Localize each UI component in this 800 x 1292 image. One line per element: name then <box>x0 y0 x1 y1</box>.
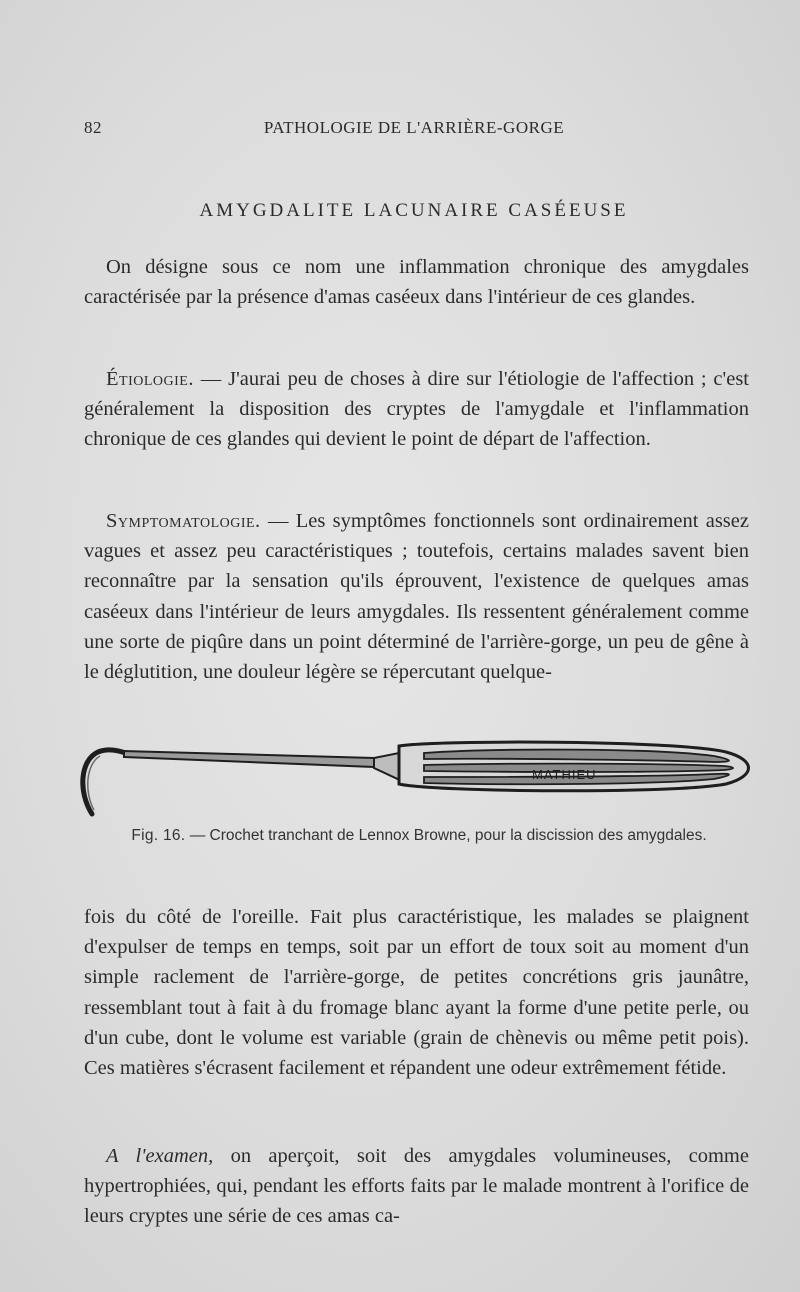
hook-blade <box>83 750 128 814</box>
examen-heading: A l'examen, <box>106 1145 214 1167</box>
curette-illustration <box>74 734 764 824</box>
paragraph-symptomatologie <box>84 506 749 687</box>
section-title: AMYGDALITE LACUNAIRE CASÉEUSE <box>199 200 629 221</box>
paragraph-etiologie <box>84 364 749 455</box>
figure-instrument <box>74 734 764 824</box>
page-number: 82 <box>84 118 102 137</box>
examen-text: on aperçoit, soit des amygdales volumineuses, comme hypertrophiées, qui, pendant les efforts faits par le malade montrent à l'orifice de leurs cryptes une série de ces amas ca- <box>84 1145 749 1228</box>
running-header <box>84 118 744 142</box>
figure-caption <box>104 826 734 845</box>
caption-text: — Crochet tranchant de Lennox Browne, pour la discission des amygdales. <box>185 827 707 844</box>
running-title: PATHOLOGIE DE L'ARRIÈRE-GORGE <box>263 118 565 137</box>
paragraph-continuation <box>84 902 749 1083</box>
paragraph-intro <box>84 252 749 312</box>
etiologie-text: — J'aurai peu de choses à dire sur l'étiologie de l'affection ; c'est généralement la disposition des cryptes de l'amygdale et l'inflammation chronique de ces glandes qui devient le point de départ de l'affection. <box>84 368 749 451</box>
etiologie-heading: Étiologie. <box>106 368 194 390</box>
symptomatologie-heading: Symptomatologie. <box>106 510 261 532</box>
continuation-text: fois du côté de l'oreille. Fait plus caractéristique, les malades se plaignent d'expulser de temps en temps, soit par un effort de toux soit au moment d'un simple raclement de l'arrière-gorge, de petites concrétions gris jaunâtre, ressemblant tout à fait à du fromage blanc ayant la forme d'une petite perle, ou d'un cube, dont le volume est variable (grain de chènevis ou même petit pois). Ces matières s'écrasent facilement et répandent une odeur extrêmement fétide. <box>84 906 749 1080</box>
intro-text: On désigne sous ce nom une inflammation chronique des amygdales caractérisée par la présence d'amas caséeux dans l'intérieur de ces glandes. <box>84 256 749 309</box>
instrument-shaft <box>124 751 392 770</box>
paragraph-examen <box>84 1141 749 1232</box>
hook-edge <box>88 756 100 810</box>
symptomatologie-text: — Les symptômes fonctionnels sont ordinairement assez vagues et assez peu caractéristiques ; toutefois, certains malades savent bien reconnaître par la sensation qu'ils éprouvent, l'existence de quelques amas caséeux dans l'intérieur de leurs amygdales. Ils ressentent généralement comme une sorte de piqûre dans un point déterminé de l'arrière-gorge, un peu de gêne à le déglutition, une douleur légère se répercutant quelque- <box>84 510 749 684</box>
caption-label: Fig. 16. <box>131 827 186 844</box>
engraved-mark: MATHIEU <box>532 767 597 782</box>
